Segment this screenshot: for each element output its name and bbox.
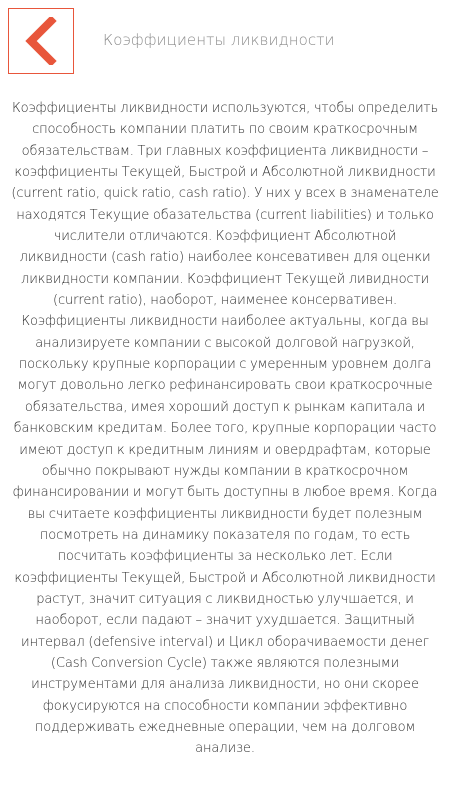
chevron-left-icon: [21, 17, 61, 65]
page-title: Коэффициенты ликвидности: [103, 31, 335, 49]
article-text: Коэффициенты ликвидности используются, чтобы определить способность компании платить по своим краткосрочным обязательствам. Три главных коэффициента ликвидности – коэффициенты Текущей, Быстрой и Абсолютной ликвидности (current ratio, quick ratio, cash ratio). У них у всех в знаменателе находятся Текущие обазательства (current liabilities) и только числители отличаются. Коэффициент Абсолютной ликвидности (cash ratio) наиболее консевативен для оценки ликвидности компании. Коэффициент Текущей ливидности (current ratio), наоборот, наименее консервативен. Коэффициенты ликвидности наиболее актуальны, когда вы анализируете компании с высокой долговой нагрузкой, поскольку крупные корпорации с умеренным уровнем долга могут довольно легко рефинансировать свои краткосрочные обязательства, имея хороший доступ к рынкам капитала и банковским кредитам. Более того, крупные корпорации часто имеют доступ к кредитным линиям и овердрафтам, которые обычно покрывают нужды компании в краткосрочном финансировании и могут быть доступны в любое время. Когда вы считаете коэффициенты ликвидности будет полезным посмотреть на динамику показателя по годам, то есть посчитать коэффициенты за несколько лет. Если коэффициенты Текущей, Быстрой и Абсолютной ликвидности растут, значит ситуация с ликвидностью улучшается, и наоборот, если падают – значит ухудшается. Защитный интервал (defensive interval) и Цикл оборачиваемости денег (Cash Conversion Cycle) также являются полезными инструментами для анализа ликвидности, но они скорее фокусируются на способности компании эффективно поддерживать ежедневные операции, чем на долговом анализе.: [11, 101, 439, 757]
back-button[interactable]: [8, 8, 74, 74]
header-bar: [0, 0, 450, 80]
